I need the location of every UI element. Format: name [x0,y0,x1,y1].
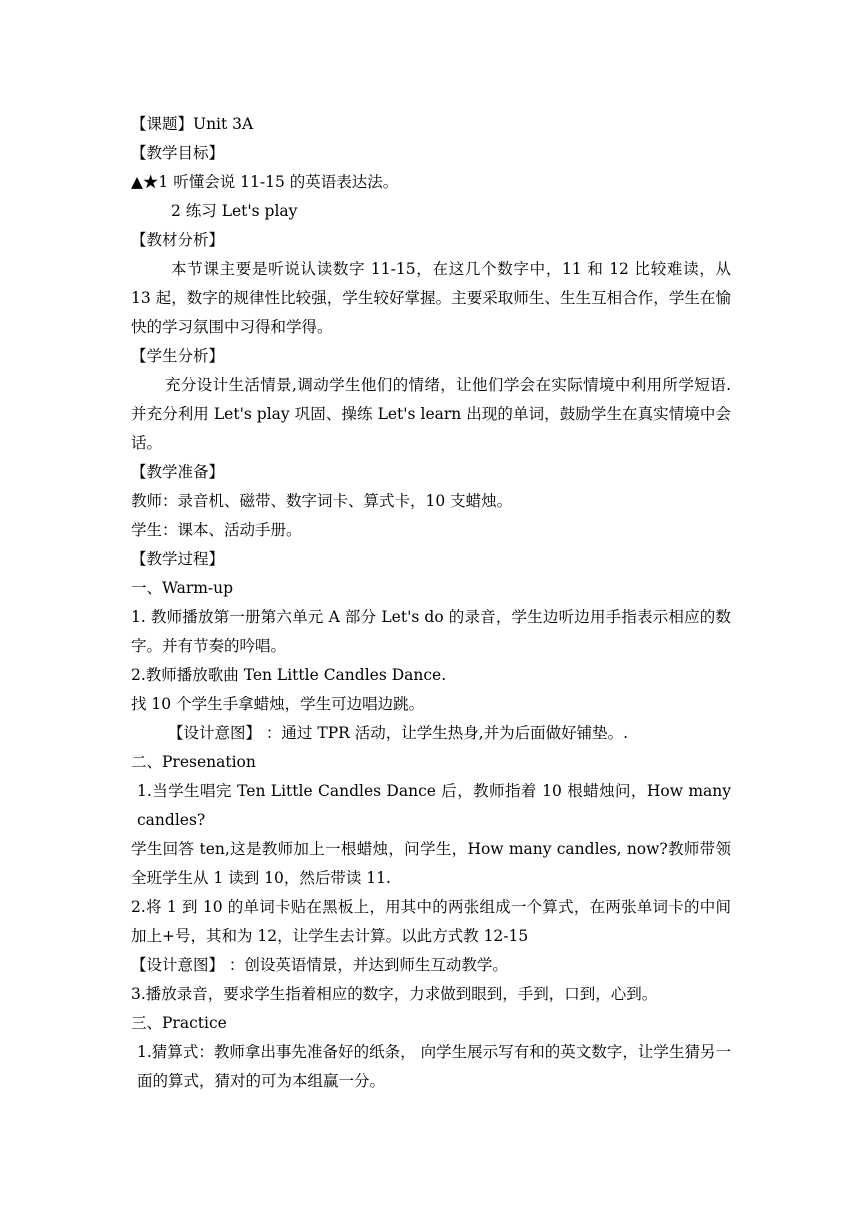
lesson-title: 【课题】Unit 3A [131,115,254,133]
warmup-step-1: 1. 教师播放第一册第六单元 A 部分 Let's do 的录音，学生边听边用手指表示相应的数字。并有节奏的吟唱。 [131,608,731,655]
student-analysis-heading: 【学生分析】 [131,347,225,365]
section-presentation-heading: 二、Presenation [131,753,256,771]
preparation-teacher: 教师：录音机、磁带、数字词卡、算式卡，10 支蜡烛。 [131,492,513,510]
design-intent-2: 【设计意图】 ：创设英语情景，并达到师生互动教学。 [131,956,508,974]
objectives-heading: 【教学目标】 [131,144,225,162]
process-heading: 【教学过程】 [131,550,225,568]
presentation-step-4: 3.播放录音，要求学生指着相应的数字，力求做到眼到，手到，口到，心到。 [131,985,658,1003]
warmup-step-3: 找 10 个学生手拿蜡烛，学生可边唱边跳。 [131,695,425,713]
section-warmup-heading: 一、Warm-up [131,579,234,597]
presentation-step-2: 学生回答 ten,这是教师加上一根蜡烛，问学生，How many candles, now?教师带领全班学生从 1 读到 10，然后带读 11. [131,840,731,887]
material-analysis-heading: 【教材分析】 [131,231,225,249]
preparation-heading: 【教学准备】 [131,463,225,481]
presentation-step-1: 1.当学生唱完 Ten Little Candles Dance 后，教师指着 10 根蜡烛问，How many candles? [137,782,731,829]
practice-step-1: 1.猜算式：教师拿出事先准备好的纸条， 向学生展示写有和的英文数字，让学生猜另一面的算式，猜对的可为本组赢一分。 [137,1043,731,1090]
material-analysis-paragraph: 本节课主要是听说认读数字 11-15，在这几个数字中，11 和 12 比较难读，从 13 起，数字的规律性比较强，学生较好掌握。主要采取师生、生生互相合作，学生在愉快的学习氛围中习得和学得。 [131,260,731,336]
design-intent-1: 【设计意图】 ：通过 TPR 活动，让学生热身,并为后面做好铺垫。. [168,724,629,742]
objective-item-2: 2 练习 Let's play [171,202,298,220]
section-practice-heading: 三、Practice [131,1014,227,1032]
presentation-step-3: 2.将 1 到 10 的单词卡贴在黑板上，用其中的两张组成一个算式，在两张单词卡的中间加上+号，其和为 12，让学生去计算。以此方式教 12-15 [131,898,731,945]
warmup-step-2: 2.教师播放歌曲 Ten Little Candles Dance. [131,666,447,684]
student-analysis-paragraph: 充分设计生活情景,调动学生他们的情绪，让他们学会在实际情境中利用所学短语.并充分利用 Let's play 巩固、操练 Let's learn 出现的单词，鼓励学生在真实情境中会话。 [131,376,731,452]
document-body [131,110,731,1096]
objective-item-1: ▲★1 听懂会说 11-15 的英语表达法。 [131,173,399,191]
preparation-student: 学生：课本、活动手册。 [131,521,302,539]
